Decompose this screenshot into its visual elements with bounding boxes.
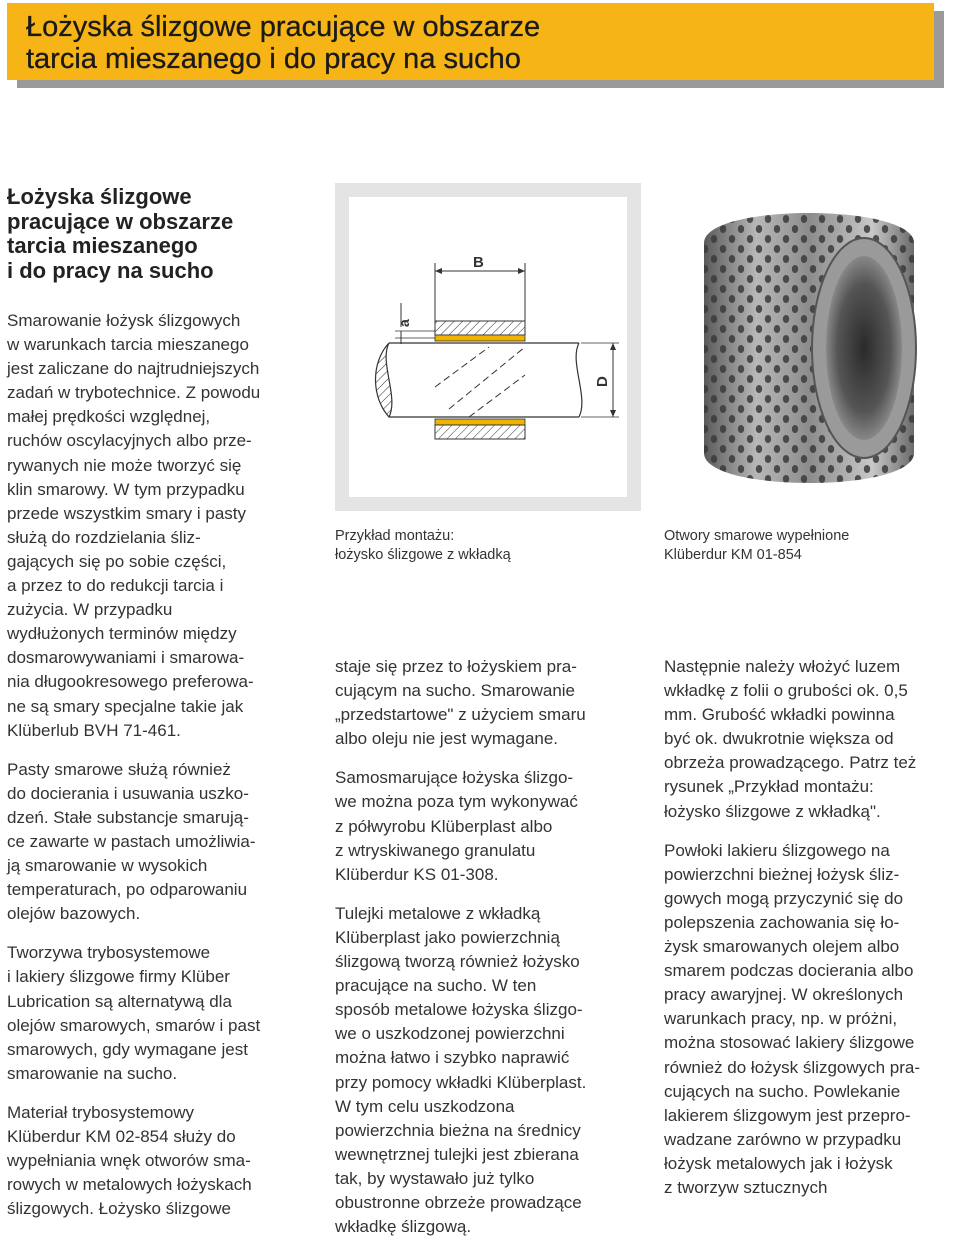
section-heading — [7, 185, 233, 283]
section-heading-line: tarcia mieszanego — [7, 233, 198, 258]
text-line: z wtryskiwanego granulatu — [335, 840, 536, 860]
hidden-line — [435, 347, 489, 387]
text-line: Materiał trybosystemowy — [7, 1102, 195, 1122]
text-line: ślizgową tworzą również łożysko — [335, 952, 580, 972]
text-line: powierzchni bieżnej łożysk śliz- — [664, 864, 900, 884]
page-title-line-2: tarcia mieszanego i do pracy na sucho — [26, 43, 521, 75]
bushing-upper — [435, 321, 525, 335]
text-line: obustronne obrzeże prowadzące — [335, 1192, 582, 1212]
caption-line: Przykład montażu: — [335, 528, 455, 544]
title-banner — [7, 3, 934, 80]
bushing-lower — [435, 425, 525, 439]
page-title-line-1: Łożyska ślizgowe pracujące w obszarze — [26, 11, 541, 43]
text-line: we można poza tym wykonywać — [335, 792, 578, 812]
text-line: Powłoki lakieru ślizgowego na — [664, 840, 890, 860]
text-line: Klüberplast jako powierzchnią — [335, 927, 560, 947]
text-line: cujących na sucho. Powlekanie — [664, 1081, 901, 1101]
text-line: „przedstartowe" z użyciem smaru — [335, 705, 586, 725]
text-line: Smarowanie łożysk ślizgowych — [7, 311, 241, 330]
page-title — [26, 11, 540, 75]
text-line: rowych w metalowych łożyskach — [7, 1175, 252, 1195]
text-line: łożysko ślizgowe z wkładką". — [664, 801, 881, 821]
photo-caption — [664, 527, 849, 565]
text-line: olejów bazowych. — [7, 904, 141, 924]
text-line: powierzchnia bieżna na średnicy — [335, 1120, 581, 1140]
text-column-2 — [335, 655, 640, 1254]
text-line: przy pomocy wkładki Klüberplast. — [335, 1072, 587, 1092]
text-line: przede wszystkim smary i pasty — [7, 503, 246, 523]
text-line: żysk smarowanych olejem albo — [664, 937, 900, 957]
text-line: Tulejki metalowe z wkładką — [335, 903, 541, 923]
hidden-line — [469, 375, 525, 417]
text-line: rysunek „Przykład montażu: — [664, 777, 874, 797]
caption-line: Otwory smarowe wypełnione — [664, 528, 850, 544]
text-line: w warunkach tarcia mieszanego — [7, 335, 249, 355]
text-line: Klüberdur KM 02-854 służy do — [7, 1127, 236, 1146]
caption-line: łożysko ślizgowe z wkładką — [335, 547, 511, 563]
text-line: służą do rozdzielania śliz- — [7, 527, 201, 547]
text-line: zużycia. W przypadku — [7, 600, 173, 620]
text-column-1 — [7, 309, 307, 1236]
paragraph — [7, 758, 307, 927]
bushing-photo — [664, 183, 954, 511]
text-line: Lubrication są alternatywą dla — [7, 991, 232, 1011]
text-line: warunkach pracy, np. w próżni, — [664, 1009, 898, 1029]
text-line: smarem podczas docierania albo — [664, 961, 914, 981]
paragraph — [335, 766, 640, 886]
paragraph — [664, 839, 959, 1200]
text-line: smarowych, gdy wymagane jest — [7, 1039, 248, 1059]
shaft-break-right — [576, 343, 582, 417]
dimension-label-a: a — [396, 319, 412, 327]
bushing-image — [664, 183, 954, 511]
bearing-cross-section-drawing — [349, 197, 627, 497]
text-line: pracy awaryjnej. W określonych — [664, 985, 904, 1005]
text-line: do docierania i usuwania uszko- — [7, 783, 249, 803]
text-line: staje się przez to łożyskiem pra- — [335, 657, 577, 676]
text-line: cującym na sucho. Smarowanie — [335, 681, 576, 701]
dimension-label-d: D — [594, 376, 611, 387]
text-line: klin smarowy. W tym przypadku — [7, 479, 245, 499]
text-line: również do łożysk ślizgowych pra- — [664, 1057, 921, 1077]
mounting-diagram-frame — [335, 183, 641, 511]
arrow-icon — [610, 410, 616, 417]
text-line: gowych mogą przyczynić się do — [664, 888, 904, 908]
text-line: Samosmarujące łożyska ślizgo- — [335, 768, 574, 788]
text-line: Tworzywa trybosystemowe — [7, 943, 211, 963]
text-line: wypełniania wnęk otworów sma- — [7, 1151, 251, 1171]
text-line: wkładkę ślizgową. — [335, 1217, 472, 1237]
text-line: zadań w trybotechnice. Z powodu — [7, 383, 261, 403]
paragraph — [7, 941, 307, 1086]
text-line: tak, by wystawało już tylko — [335, 1168, 535, 1188]
text-line: wewnętrznej tulejki jest zbierana — [335, 1144, 579, 1164]
text-line: być ok. dwukrotnie większa od — [664, 729, 894, 749]
text-line: i lakiery ślizgowe firmy Klüber — [7, 967, 230, 987]
text-line: olejów smarowych, smarów i past — [7, 1015, 261, 1035]
section-heading-line: Łożyska ślizgowe — [7, 184, 192, 209]
insert-lower — [435, 419, 525, 425]
text-line: ce zawarte w pastach umożliwia- — [7, 831, 256, 851]
text-line: można stosować lakiery ślizgowe — [664, 1033, 915, 1053]
text-line: a przez to do redukcji tarcia i — [7, 576, 224, 596]
paragraph — [335, 902, 640, 1239]
text-line: smarowanie na sucho. — [7, 1063, 178, 1083]
text-line: Następnie należy włożyć luzem — [664, 657, 901, 676]
paragraph — [335, 655, 640, 751]
text-line: obrzeża prowadzącego. Patrz też — [664, 753, 917, 773]
text-line: z tworzyw sztucznych — [664, 1177, 828, 1197]
text-line: ne są smary specjalne takie jak — [7, 696, 244, 716]
text-line: małej prędkości względnej, — [7, 407, 211, 427]
text-line: mm. Grubość wkładki powinna — [664, 705, 895, 725]
text-line: ruchów oscylacyjnych albo prze- — [7, 431, 252, 451]
text-line: dosmarowywaniami i smarowa- — [7, 648, 245, 668]
section-heading-line: i do pracy na sucho — [7, 257, 214, 283]
text-line: wydłużonych terminów między — [7, 624, 237, 644]
text-line: gających się po sobie części, — [7, 551, 227, 571]
text-line: nia długookresowego preferowa- — [7, 672, 254, 692]
text-line: łożysk metalowych jak i łożysk — [664, 1153, 893, 1173]
text-line: Pasty smarowe służą również — [7, 759, 231, 779]
paragraph — [7, 1101, 307, 1221]
text-line: sposób metalowe łożyska ślizgo- — [335, 1000, 583, 1020]
text-line: ją smarowanie w wysokich — [7, 856, 208, 876]
text-line: z półwyrobu Klüberplast albo — [335, 816, 553, 836]
caption-line: Klüberdur KM 01-854 — [664, 547, 802, 563]
shaft-break-left — [376, 343, 392, 417]
text-line: Klüberlub BVH 71-461. — [7, 720, 181, 740]
bushing-bore — [826, 256, 902, 440]
text-line: można łatwo i szybko naprawić — [335, 1048, 570, 1068]
section-heading-line: pracujące w obszarze — [7, 208, 234, 234]
text-line: pracujące na sucho. W ten — [335, 976, 537, 996]
paragraph — [664, 655, 959, 824]
text-line: wkładkę z folii o grubości ok. 0,5 — [664, 681, 908, 701]
text-line: lakierem ślizgowym jest przepro- — [664, 1105, 911, 1125]
text-column-3 — [664, 655, 959, 1215]
diagram-caption — [335, 527, 511, 565]
insert-upper — [435, 335, 525, 341]
text-line: ślizgowych. Łożysko ślizgowe — [7, 1199, 231, 1219]
paragraph — [7, 309, 307, 743]
dimension-label-b: B — [473, 254, 484, 271]
text-line: temperaturach, po odparowaniu — [7, 880, 248, 900]
text-line: wadzane zarówno w przypadku — [664, 1129, 902, 1149]
text-line: we o uszkodzonej powierzchni — [335, 1024, 565, 1044]
text-line: Klüberdur KS 01-308. — [335, 864, 499, 884]
arrow-icon — [518, 268, 525, 274]
text-line: W tym celu uszkodzona — [335, 1096, 515, 1116]
text-line: polepszenia zachowania się ło- — [664, 912, 900, 932]
arrow-icon — [610, 343, 616, 350]
text-line: rywanych nie może tworzyć się — [7, 455, 242, 475]
text-line: jest zaliczane do najtrudniejszych — [7, 359, 260, 379]
arrow-icon — [435, 268, 442, 274]
hidden-line — [449, 347, 525, 409]
mounting-diagram — [349, 197, 627, 497]
text-line: albo oleju nie jest wymagane. — [335, 729, 559, 749]
text-line: dzeń. Stałe substancje smarują- — [7, 807, 249, 827]
